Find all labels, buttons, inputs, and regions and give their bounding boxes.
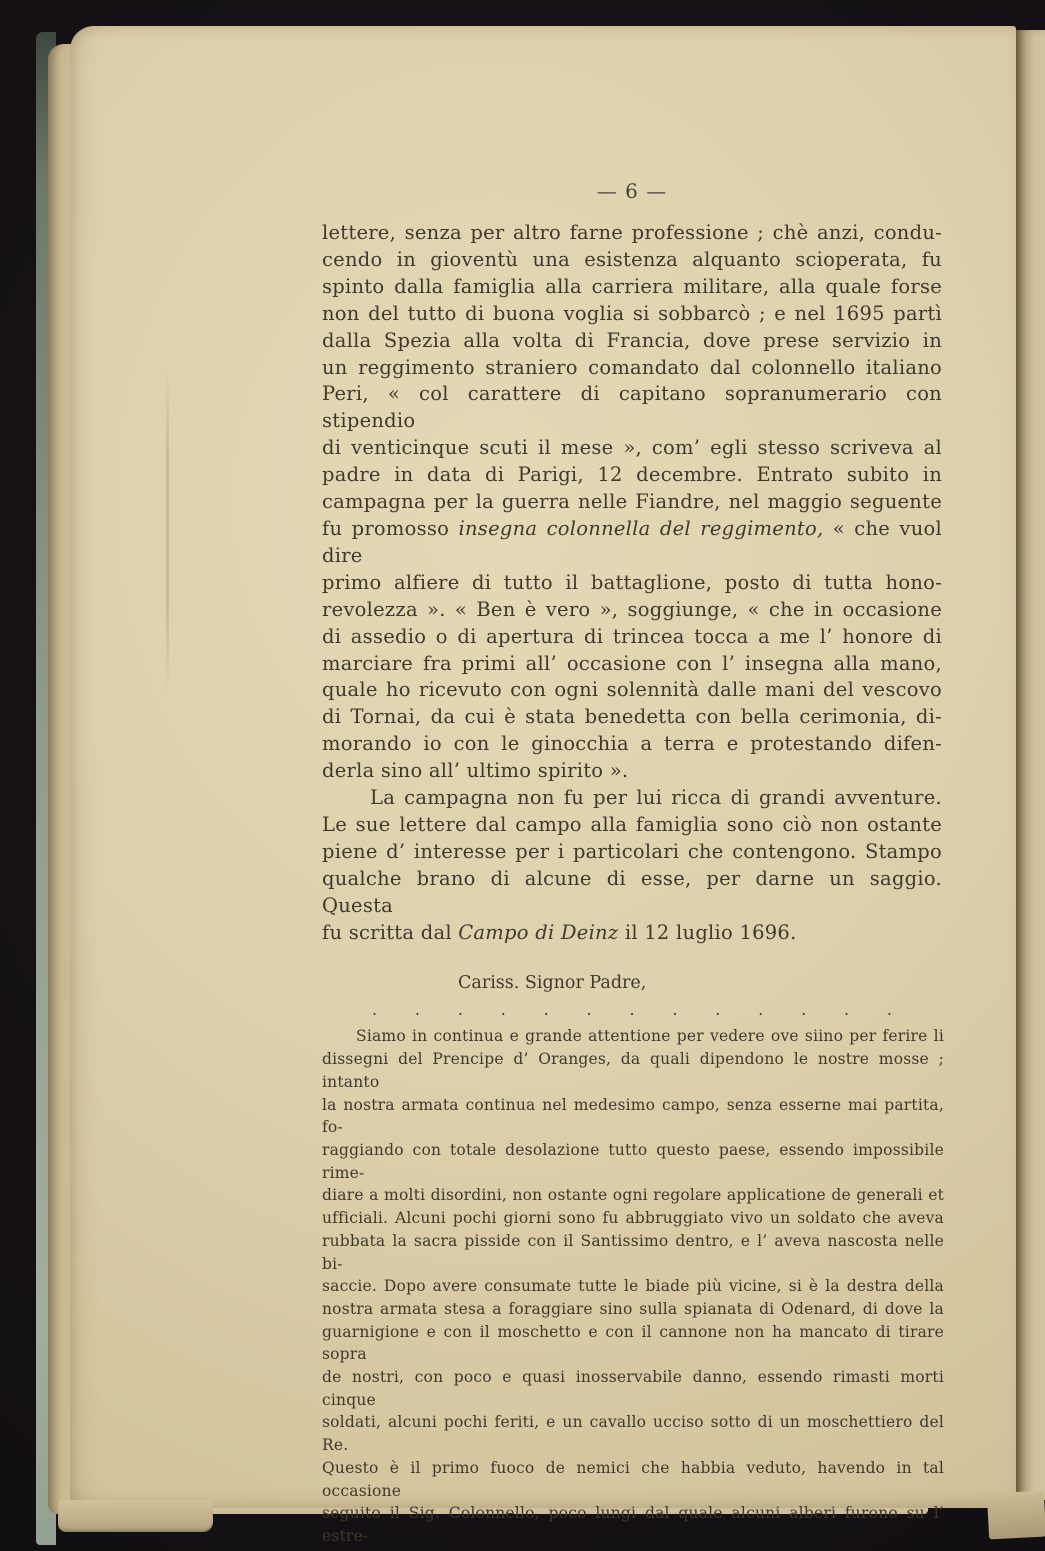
text-line: padre in data di Parigi, 12 decembre. Entrato subito in [322,463,942,487]
dot: . [457,1000,463,1020]
dot: . [758,1000,764,1020]
text-line: seguito il Sig. Colonnello, poco lungi dal quale alcuni alberi furono su l’ estre- [322,1504,944,1545]
text-line: primo alfiere di tutto il battaglione, posto di tutta hono- [322,570,942,594]
page-fold-bottom-edge [987,1491,1045,1540]
text-line: campagna per la guerra nelle Fiandre, nel maggio seguente [322,490,942,514]
text-line: non del tutto di buona voglia si sobbarcò ; e nel 1695 partì [322,301,942,325]
dot: . [801,1000,807,1020]
text-line: Le sue lettere dal campo alla famiglia sono ciò non ostante [322,812,942,836]
text-line: dalla Spezia alla volta di Francia, dove prese servizio in [322,328,942,352]
text-line: Peri, « col carattere di capitano sopranumerario con stipendio [322,382,942,433]
text-line: un reggimento straniero comandato dal colonnello italiano [322,355,942,379]
text-line: di Tornai, da cui è stata benedetta con bella cerimonia, di- [322,705,942,729]
dot: . [672,1000,678,1020]
text-line: piene d’ interesse per i particolari che contengono. Stampo [322,839,942,863]
text-line: ufficiali. Alcuni pochi giorni sono fu abbruggiato vivo un soldato che aveva [322,1209,944,1228]
text-line: raggiando con totale desolazione tutto questo paese, essendo impossibile rime- [322,1140,944,1182]
text-line: lettere, senza per altro farne professione ; chè anzi, condu- [322,221,942,244]
text-line: la nostra armata continua nel medesimo campo, senza esserne mai partita, fo- [322,1095,944,1137]
text-line: diare a molti disordini, non ostante ogni regolare applicatione de generali et [322,1186,944,1205]
dot: . [500,1000,506,1020]
dot: . [843,1000,850,1020]
text-line: guarnigione e con il moschetto e con il cannone non ha mancato di tirare sopra [322,1322,944,1364]
text-line: marciare fra primi all’ occasione con l’ insegna alla mano, [322,651,942,675]
text-line: morando io con le ginocchia a terra e protestando difen- [322,732,942,756]
dot: . [372,1000,378,1020]
text-line: spinto dalla famiglia alla carriera militare, alla quale forse [322,274,942,298]
letter-salutation: Cariss. Signor Padre, [458,973,647,994]
page-crease [166,366,169,696]
paragraph-second [322,785,942,946]
text-line: rubbata la sacra pisside con il Santissimo dentro, e l’ aveva nascosta nelle bi- [322,1231,944,1273]
text-line: Siamo in continua e grande attentione per vedere ove siino per ferire li [356,1027,944,1046]
dot: . [886,1000,892,1020]
text-line: revolezza ». « Ben è vero », soggiunge, « che in occasione [322,597,942,621]
text-line: dissegni del Prencipe d’ Oranges, da quali dipendono le nostre mosse ; intanto [322,1050,944,1091]
text-line: quale ho ricevuto con ogni solennità dalle mani del vescovo [322,678,942,702]
dot: . [586,1000,592,1020]
text-line: nostra armata stesa a foraggiare sino sulla spianata di Odenard, di dove la [322,1299,944,1318]
page-number: — 6 — [596,179,668,203]
text-line: cendo in gioventù una esistenza alquanto scioperata, fu [322,247,942,271]
ellipsis-row [372,1000,892,1020]
text-line: Questo è il primo fuoco de nemici che habbia veduto, havendo in tal occasione [322,1458,944,1500]
book-page [70,26,1016,1545]
text-line: saccie. Dopo avere consumate tutte le biade più vicine, si è la destra della [322,1277,944,1296]
letter-body [322,1025,944,1547]
text-line: qualche brano di alcune di esse, per darne un saggio. Questa [322,866,942,917]
page-bottom-edge [58,1500,213,1532]
text-line: de nostri, con poco e quasi inosservabile danno, essendo rimasti morti cinque [322,1368,944,1409]
dot: . [629,1000,635,1020]
paragraph-main [322,220,942,785]
page-text-block [322,178,942,1548]
dot: . [414,1000,420,1020]
dot: . [543,1000,549,1020]
dot: . [715,1000,721,1020]
text-line: La campagna non fu per lui ricca di grandi avventure. [370,786,942,810]
page-fold-right [1016,30,1045,1500]
text-line: fu promosso insegna colonnella del reggimento, « che vuol dire [322,516,942,567]
text-line: soldati, alcuni pochi feriti, e un cavallo ucciso sotto di un moschettiero del Re. [322,1413,944,1455]
text-line: di venticinque scuti il mese », com’ egli stesso scriveva al [322,436,942,460]
text-line: derla sino all’ ultimo spirito ». [322,759,629,783]
text-line: di assedio o di apertura di trincea tocca a me l’ honore di [322,624,942,648]
text-line: fu scritta dal Campo di Deinz il 12 luglio 1696. [322,920,797,944]
